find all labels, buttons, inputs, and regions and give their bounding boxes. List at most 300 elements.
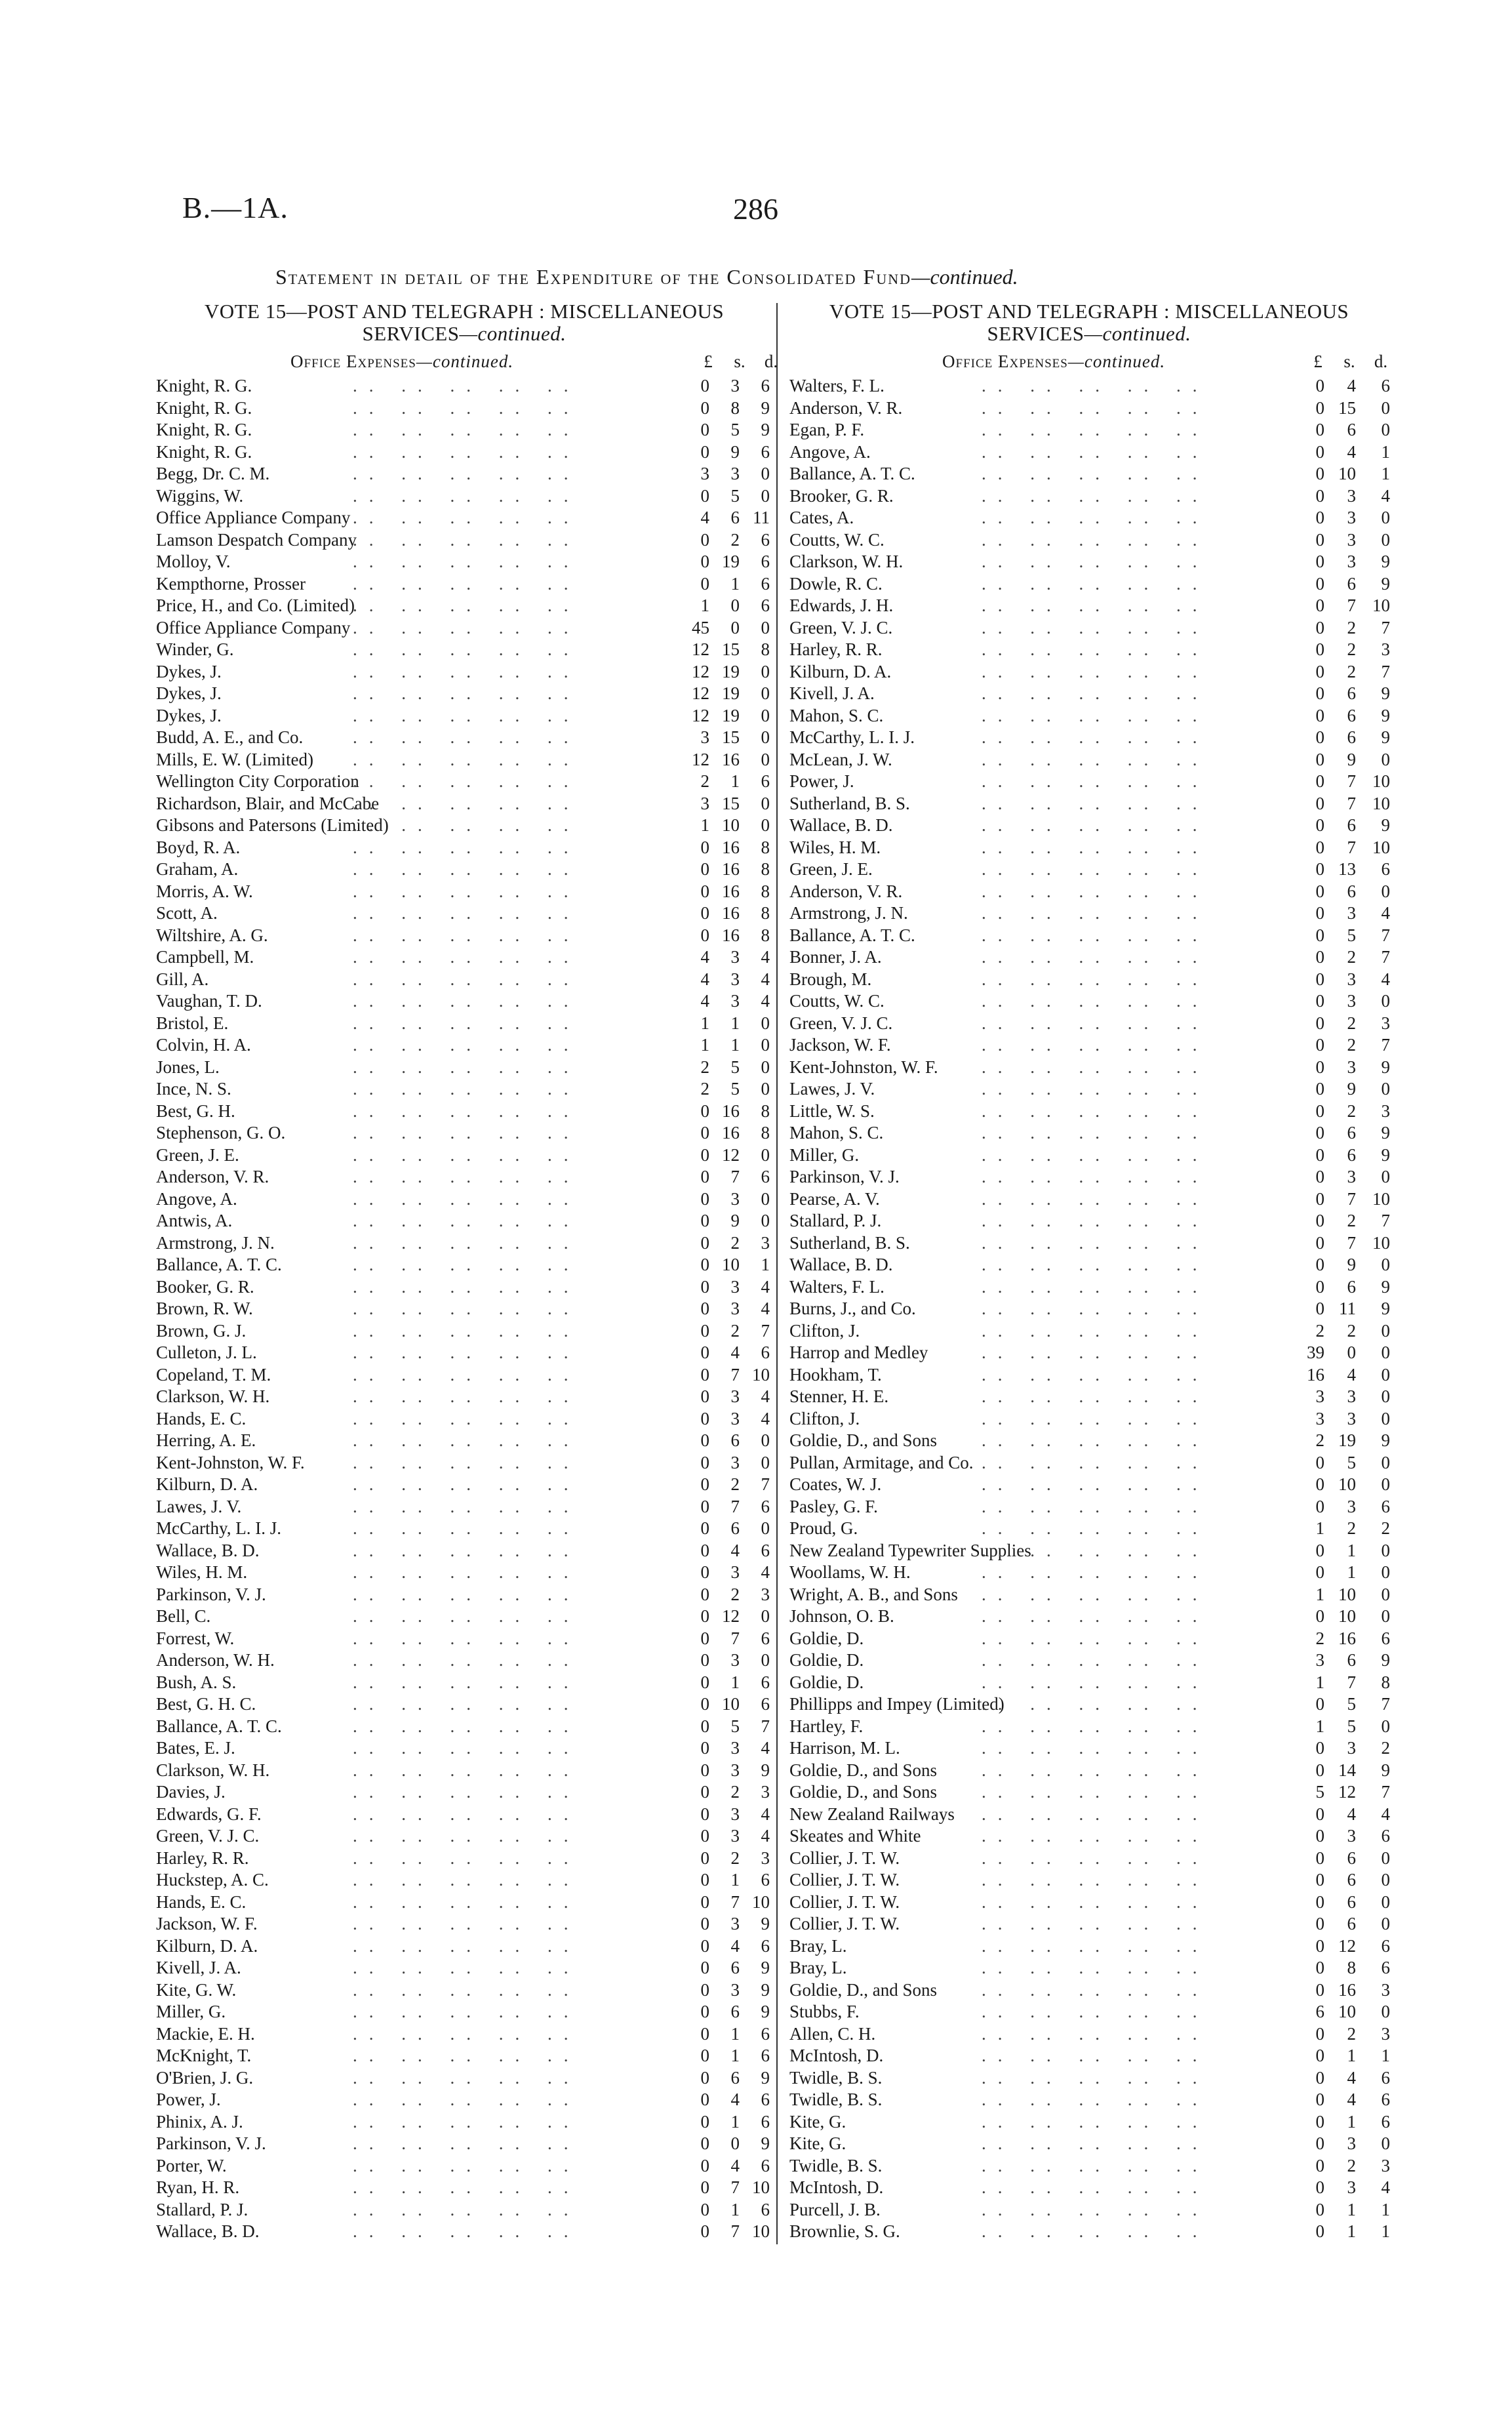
pence-value: 9 [1381,1276,1390,1297]
shillings-value: 7 [730,1628,740,1648]
leader-dots: .. .. .. .. .. [353,464,580,483]
entry-row [782,2199,1397,2221]
pounds-unit: £ [1313,352,1323,371]
leader-dots: .. .. .. .. .. [353,1474,580,1494]
entry-row [782,1496,1397,1518]
entry-row [782,1386,1397,1408]
payee-name: Little, W. S. [789,1101,875,1121]
pence-value: 0 [1381,749,1390,769]
leader-dots: .. .. .. .. .. [982,1101,1209,1121]
pounds-value: 0 [1315,947,1324,967]
pence-value: 6 [761,573,770,594]
pence-value: 8 [761,925,770,945]
pence-value: 9 [761,1760,770,1780]
shillings-value: 6 [1347,1144,1356,1165]
pence-value: 1 [761,1255,770,1274]
pence-value: 0 [761,1452,770,1472]
shillings-value: 8 [730,397,740,418]
leader-dots: .. .. .. .. .. [353,1672,580,1692]
entry-row [782,1869,1397,1891]
pounds-value: 0 [700,1430,709,1450]
shillings-value: 1 [1347,2199,1356,2219]
pounds-value: 0 [700,1518,709,1538]
leader-dots: .. .. .. .. .. [353,596,580,615]
shillings-value: 6 [730,508,740,527]
payee-name: Mahon, S. C. [789,1123,884,1142]
pounds-value: 0 [1315,1188,1324,1209]
pence-value: 1 [1381,464,1390,483]
payee-name: Phinix, A. J. [156,2111,243,2132]
pounds-value: 0 [1315,1299,1324,1318]
payee-name: Armstrong, J. N. [156,1232,275,1253]
shillings-value: 6 [730,1518,740,1538]
payee-name: Miller, G. [789,1144,860,1165]
entry-row [782,1957,1397,1979]
entry-row [782,2221,1397,2243]
pence-value: 6 [761,1540,770,1560]
payee-name: Campbell, M. [156,947,254,967]
pence-value: 0 [1381,1079,1390,1099]
shillings-value: 3 [1347,2177,1356,2197]
shillings-value: 2 [1347,2023,1356,2044]
pence-value: 0 [1381,1474,1390,1494]
shillings-value: 1 [1347,2046,1356,2065]
pence-value: 0 [1381,1364,1390,1385]
leader-dots: .. .. .. .. .. [982,859,1209,879]
shillings-value: 2 [1347,1035,1356,1055]
shillings-value: 3 [730,1760,740,1780]
entry-row [782,1825,1397,1848]
pence-value: 10 [752,2221,770,2241]
payee-name: Begg, Dr. C. M. [156,464,270,483]
entry-row [156,1935,772,1958]
payee-name: Brown, G. J. [156,1320,247,1341]
shillings-value: 1 [730,2199,740,2219]
pence-value: 3 [761,1782,770,1802]
pence-value: 6 [1381,376,1390,395]
payee-name: Ince, N. S. [156,1079,231,1099]
pounds-value: 12 [692,749,709,769]
shillings-value: 5 [1347,1694,1356,1714]
pounds-value: 0 [700,1276,709,1297]
payee-name: Pearse, A. V. [789,1188,880,1209]
pence-value: 10 [1372,793,1390,813]
shillings-value: 19 [722,683,740,703]
pounds-value: 1 [1315,1518,1324,1538]
pence-value: 6 [761,376,770,395]
entry-row [156,705,772,727]
payee-name: Green, J. E. [156,1144,239,1165]
shillings-value: 1 [1347,2221,1356,2241]
entry-row [156,2001,772,2023]
pence-value: 9 [761,397,770,418]
pounds-value: 2 [1315,1320,1324,1341]
pence-value: 7 [1381,661,1390,681]
entry-row [156,1386,772,1408]
leader-dots: .. .. .. .. .. [982,771,1209,791]
vote-title-line1: VOTE 15—POST AND TELEGRAPH : MISCELLANEOUS [829,300,1349,323]
leader-dots: .. .. .. .. .. [982,1276,1209,1297]
payee-name: Ballance, A. T. C. [789,464,915,483]
shillings-value: 8 [1347,1958,1356,1977]
payee-name: Harley, R. R. [789,639,883,659]
shillings-value: 7 [730,2221,740,2241]
pence-value: 0 [1381,529,1390,550]
pounds-value: 0 [700,2155,709,2175]
entry-row [782,1584,1397,1606]
leader-dots: .. .. .. .. .. [353,1452,580,1472]
pence-value: 0 [761,464,770,483]
pounds-value: 0 [700,1496,709,1516]
shillings-value: 15 [722,793,740,813]
pounds-value: 12 [692,661,709,681]
shillings-value: 6 [730,1958,740,1977]
pence-value: 4 [1381,969,1390,989]
payee-name: McLean, J. W. [789,749,892,769]
entry-row [156,1166,772,1188]
payee-name: Goldie, D. [789,1628,864,1648]
shillings-value: 3 [1347,552,1356,571]
pounds-value: 0 [700,2177,709,2197]
leader-dots: .. .. .. .. .. [982,397,1209,418]
shillings-value: 7 [1347,1188,1356,1209]
entry-row [782,441,1397,464]
entry-row [782,595,1397,617]
payee-name: Kite, G. W. [156,1979,237,2000]
pounds-value: 0 [700,1211,709,1230]
leader-dots: .. .. .. .. .. [353,881,580,901]
payee-name: Parkinson, V. J. [789,1167,900,1186]
leader-dots: .. .. .. .. .. [982,1716,1209,1736]
payee-name: Booker, G. R. [156,1276,254,1297]
pounds-value: 0 [1315,2199,1324,2219]
pounds-value: 4 [700,508,709,527]
pounds-value: 0 [1315,1848,1324,1868]
pounds-value: 0 [1315,1474,1324,1494]
payee-name: Clifton, J. [789,1320,860,1341]
shillings-value: 16 [1338,1979,1356,2000]
shillings-value: 1 [730,1672,740,1692]
shillings-value: 3 [730,1386,740,1406]
pence-value: 4 [761,1562,770,1582]
leader-dots: .. .. .. .. .. [353,1826,580,1846]
pounds-value: 0 [1315,749,1324,769]
vote-title-line2: SERVICES [987,322,1084,345]
entry-row [156,1144,772,1167]
shillings-value: 12 [1338,1782,1356,1802]
pounds-value: 2 [1315,1430,1324,1450]
pounds-value: 0 [1315,1079,1324,1099]
pence-value: 4 [1381,1804,1390,1824]
pence-value: 4 [761,969,770,989]
pounds-value: 0 [1315,1760,1324,1780]
leader-dots: .. .. .. .. .. [982,1870,1209,1890]
shillings-value: 4 [730,2090,740,2109]
leader-dots: .. .. .. .. .. [353,991,580,1011]
leader-dots: .. .. .. .. .. [353,1518,580,1538]
leader-dots: .. .. .. .. .. [353,2002,580,2021]
pounds-value: 2 [700,1079,709,1099]
entry-row [156,727,772,749]
leader-dots: .. .. .. .. .. [353,1782,580,1802]
entry-row [156,573,772,596]
entry-row [156,1781,772,1804]
shillings-value: 15 [1338,397,1356,418]
pence-value: 3 [761,1584,770,1604]
leader-dots: .. .. .. .. .. [353,1760,580,1780]
shillings-value: 1 [730,2046,740,2065]
payee-name: Molloy, V. [156,552,231,571]
pence-value: 0 [761,1079,770,1099]
payee-name: Herring, A. E. [156,1430,256,1450]
pence-value: 4 [1381,903,1390,923]
leader-dots: .. .. .. .. .. [982,2199,1209,2219]
payee-name: Ballance, A. T. C. [156,1716,282,1736]
pounds-value: 0 [700,2002,709,2021]
leader-dots: .. .. .. .. .. [353,793,580,813]
shillings-value: 3 [730,969,740,989]
pounds-value: 0 [700,859,709,879]
pounds-value: 0 [700,397,709,418]
entry-row [782,749,1397,771]
pence-value: 0 [1381,1255,1390,1274]
shillings-value: 0 [1347,1343,1356,1362]
entry-row [156,1364,772,1386]
pence-value: 9 [1381,573,1390,594]
payee-name: Kivell, J. A. [156,1958,241,1977]
payee-name: Ballance, A. T. C. [789,925,915,945]
payee-name: Goldie, D. [789,1672,864,1692]
pence-value: 8 [761,1101,770,1121]
shillings-value: 3 [1347,1408,1356,1428]
entry-row [156,1057,772,1079]
pence-value: 4 [761,1804,770,1824]
leader-dots: .. .. .. .. .. [353,1562,580,1582]
payee-name: Johnson, O. B. [789,1606,894,1626]
pounds-value: 3 [1315,1650,1324,1670]
entries-list [782,375,1397,2243]
entry-row [782,1364,1397,1386]
leader-dots: .. .. .. .. .. [353,1079,580,1099]
page-reference: B.—1A. [182,191,288,224]
payee-name: Stenner, H. E. [789,1386,889,1406]
shillings-value: 16 [722,903,740,923]
pence-value: 10 [1372,837,1390,857]
leader-dots: .. .. .. .. .. [353,1870,580,1890]
entry-row [782,463,1397,485]
shillings-value: 2 [1347,617,1356,637]
leader-dots: .. .. .. .. .. [982,661,1209,681]
shillings-value: 4 [1347,376,1356,395]
shillings-value: 7 [1347,837,1356,857]
pence-value: 7 [1381,1694,1390,1714]
pence-value: 0 [761,705,770,725]
payee-name: Power, J. [789,771,854,791]
pence-value: 1 [1381,2046,1390,2065]
entry-row [156,2045,772,2067]
pence-value: 10 [752,2177,770,2197]
leader-dots: .. .. .. .. .. [982,376,1209,395]
entry-row [782,1013,1397,1035]
pounds-value: 0 [1315,1804,1324,1824]
pounds-value: 0 [700,1870,709,1890]
leader-dots: .. .. .. .. .. [982,1650,1209,1670]
payee-name: Knight, R. G. [156,376,252,395]
pounds-value: 16 [1307,1364,1324,1385]
entry-row [156,1913,772,1935]
leader-dots: .. .. .. .. .. [982,2177,1209,2197]
shillings-value: 6 [730,2002,740,2021]
payee-name: Davies, J. [156,1782,226,1802]
payee-name: Goldie, D. [789,1650,864,1670]
pence-value: 0 [1381,2002,1390,2021]
leader-dots: .. .. .. .. .. [353,1650,580,1670]
payee-name: Clifton, J. [789,1408,860,1428]
leader-dots: .. .. .. .. .. [982,1738,1209,1758]
pence-value: 4 [761,947,770,967]
payee-name: Anderson, W. H. [156,1650,275,1670]
payee-name: Brough, M. [789,969,872,989]
vote-title [782,300,1397,345]
leader-dots: .. .. .. .. .. [353,1276,580,1297]
pence-value: 0 [1381,1320,1390,1341]
pounds-value: 3 [700,727,709,747]
shillings-value: 6 [1347,420,1356,439]
shillings-value: 1 [730,1035,740,1055]
shillings-value: 4 [730,1540,740,1560]
pounds-value: 0 [1315,1013,1324,1033]
payee-name: Angove, A. [789,441,871,462]
leader-dots: .. .. .. .. .. [353,1057,580,1077]
entry-row [156,1562,772,1584]
pounds-value: 0 [700,573,709,594]
payee-name: Brooker, G. R. [789,485,894,506]
leader-dots: .. .. .. .. .. [353,376,580,395]
pounds-value: 0 [1315,1496,1324,1516]
pence-value: 1 [1381,441,1390,462]
payee-name: Best, G. H. C. [156,1694,256,1714]
entry-row [782,969,1397,991]
leader-dots: .. .. .. .. .. [982,2155,1209,2175]
leader-dots: .. .. .. .. .. [982,1057,1209,1077]
entry-row [156,441,772,464]
leader-dots: .. .. .. .. .. [982,1562,1209,1582]
entry-row [782,1562,1397,1584]
entry-row [782,419,1397,441]
entry-row [782,2089,1397,2111]
pence-value: 10 [1372,771,1390,791]
pence-value: 9 [1381,1144,1390,1165]
shillings-value: 10 [1338,1474,1356,1494]
payee-name: O'Brien, J. G. [156,2067,254,2088]
pounds-value: 0 [1315,2090,1324,2109]
leader-dots: .. .. .. .. .. [353,441,580,462]
shillings-value: 6 [1347,1650,1356,1670]
pence-value: 7 [1381,1211,1390,1230]
entry-row [782,1166,1397,1188]
payee-name: Walters, F. L. [789,376,885,395]
payee-name: Anderson, V. R. [156,1167,269,1186]
pounds-value: 0 [1315,1562,1324,1582]
entry-row [156,529,772,552]
shillings-unit: s. [1343,352,1355,371]
leader-dots: .. .. .. .. .. [353,1738,580,1758]
shillings-value: 6 [1347,1870,1356,1890]
payee-name: Clarkson, W. H. [156,1386,270,1406]
payee-name: Wiles, H. M. [789,837,881,857]
entry-row [782,1034,1397,1057]
pounds-value: 0 [1315,705,1324,725]
leader-dots: .. .. .. .. .. [982,464,1209,483]
leader-dots: .. .. .. .. .. [982,1518,1209,1538]
payee-name: Lawes, J. V. [789,1079,875,1099]
shillings-value: 15 [722,727,740,747]
entry-row [156,419,772,441]
pence-value: 7 [1381,947,1390,967]
entry-row [156,815,772,837]
pounds-value: 0 [700,2090,709,2109]
entry-row [782,1693,1397,1716]
payee-name: Collier, J. T. W. [789,1848,900,1868]
pence-value: 8 [761,1123,770,1142]
pence-value: 10 [1372,1188,1390,1209]
shillings-value: 4 [1347,2090,1356,2109]
shillings-value: 2 [730,1782,740,1802]
pounds-value: 0 [1315,639,1324,659]
shillings-value: 16 [722,749,740,769]
pounds-value: 0 [1315,397,1324,418]
page-number: 286 [733,192,778,226]
pounds-value: 0 [1315,1606,1324,1626]
payee-name: Wallace, B. D. [156,1540,260,1560]
leader-dots: .. .. .. .. .. [982,1694,1209,1714]
shillings-value: 7 [730,1167,740,1186]
entry-row [156,990,772,1013]
leader-dots: .. .. .. .. .. [353,2046,580,2065]
shillings-value: 7 [730,1891,740,1912]
pounds-value: 0 [1315,441,1324,462]
pence-value: 0 [761,1057,770,1077]
entry-row [782,2067,1397,2090]
leader-dots: .. .. .. .. .. [982,903,1209,923]
shillings-value: 4 [730,2155,740,2175]
pence-value: 6 [761,1343,770,1362]
shillings-value: 10 [722,815,740,835]
payee-name: Kent-Johnston, W. F. [156,1452,305,1472]
payee-name: Parkinson, V. J. [156,2133,266,2153]
shillings-value: 5 [730,485,740,506]
pence-value: 9 [1381,1299,1390,1318]
pounds-value: 1 [1315,1672,1324,1692]
pounds-value: 0 [1315,596,1324,615]
shillings-value: 3 [730,1562,740,1582]
shillings-value: 3 [730,1979,740,2000]
leader-dots: .. .. .. .. .. [353,617,580,637]
payee-name: Burns, J., and Co. [789,1299,916,1318]
payee-name: McIntosh, D. [789,2046,884,2065]
pence-value: 0 [1381,1408,1390,1428]
pounds-value: 0 [700,837,709,857]
leader-dots: .. .. .. .. .. [353,1935,580,1956]
pounds-value: 0 [1315,683,1324,703]
payee-name: Kent-Johnston, W. F. [789,1057,938,1077]
entry-row [782,1474,1397,1496]
pounds-value: 0 [700,903,709,923]
payee-name: Bush, A. S. [156,1672,237,1692]
payee-name: Knight, R. G. [156,441,252,462]
entry-row [156,1232,772,1255]
payee-name: Bray, L. [789,1935,847,1956]
